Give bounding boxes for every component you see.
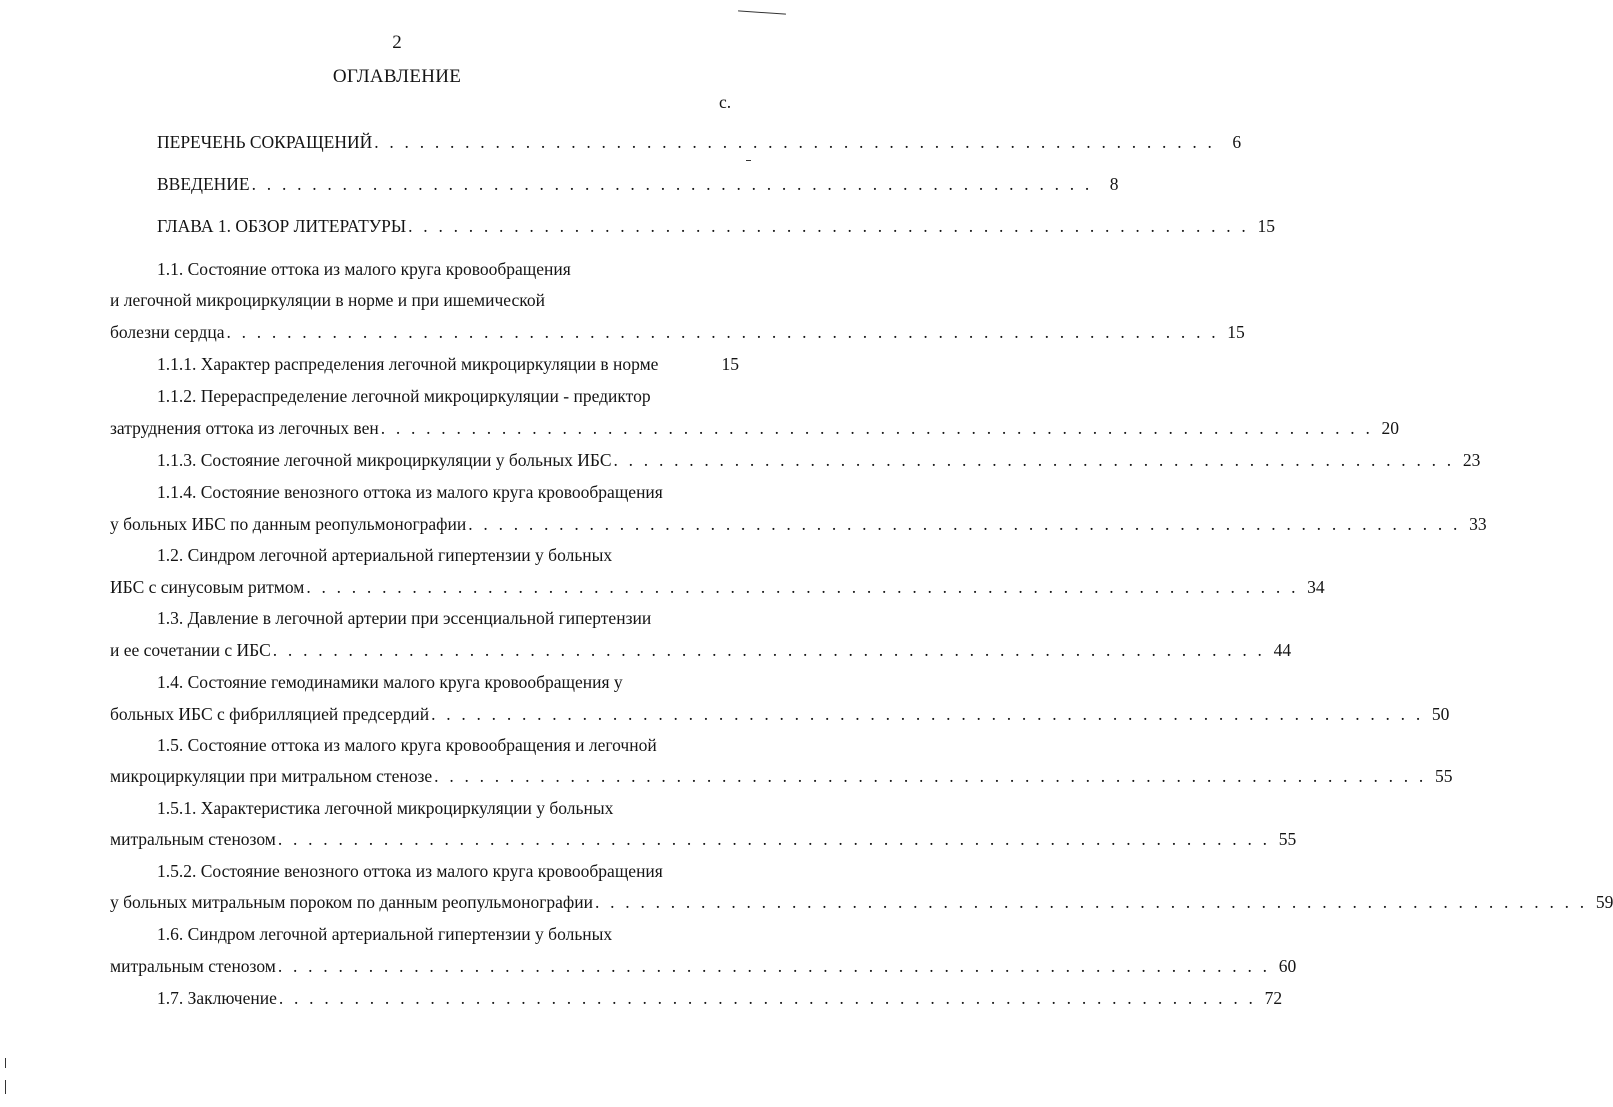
toc-entry[interactable] [157,448,1481,472]
toc-entry-title: микроциркуляции при митральном стенозе [110,766,433,786]
toc-entry-page: 15 [1227,322,1245,342]
toc-leader-dots: . . . . . . . . . . . . . . . . . . . . . . . . . . . . . . . . . . . . . . . . . . . . . . . . . . . . . . . . . . . . . . . . . . [306,577,1299,597]
toc-leader-dots: . . . . . . . . . . . . . . . . . . . . . . . . . . . . . . . . . . . . . . . . . . . . . . . . . . . . . . . . . . . . . . . . . . [277,956,1271,976]
toc-entry-page: 60 [1278,956,1297,976]
toc-entry-page: 59 [1595,892,1613,912]
toc-entry-title: митральным стенозом [110,956,276,976]
toc-entry[interactable] [157,214,1275,238]
toc-entry[interactable] [110,764,1453,788]
toc-entry[interactable] [110,890,1613,914]
toc-entry-page: 55 [1278,829,1297,849]
scan-mark [5,1058,6,1068]
toc-entry[interactable] [157,172,1119,196]
toc-leader-dots: . . . . . . . . . . . . . . . . . . . . . . . . . . . . . . . . . . . . . . . . . . . . . . . . . . . . . . . . . . . . . . . . . . [380,418,1374,438]
toc-leader-dots: . . . . . . . . . . . . . . . . . . . . . . . . . . . . . . . . . . . . . . . . . . . . . . . . . . . . . . . . . . . . . . . . . [278,988,1257,1008]
toc-entry-page: 20 [1381,418,1400,438]
toc-entry[interactable] [157,352,739,376]
toc-entry-title: больных ИБС с фибрилляцией предсердий [110,704,430,724]
toc-leader-dots: . . . . . . . . . . . . . . . . . . . . . . . . . . . . . . . . . . . . . . . . . . . . . . . . . . . . . . . . . . . . . . . . . . [431,704,1424,724]
toc-leader-dots: . . . . . . . . . . . . . . . . . . . . . . . . . . . . . . . . . . . . . . . . . . . . . . . . . . . . . . . . [613,450,1455,470]
toc-leader-dots: . . . . . . . . . . . . . . . . . . . . . . . . . . . . . . . . . . . . . . . . . . . . . . . . . . . . . . . . [251,174,1093,194]
toc-entry-page: 44 [1273,640,1292,660]
toc-entry[interactable] [157,986,1283,1010]
toc-entry-title: митральным стенозом [110,829,276,849]
toc-entry-line: и легочной микроциркуляции в норме и при ишемической [110,290,545,310]
toc-entry-title: ПЕРЕЧЕНЬ СОКРАЩЕНИЙ [157,132,373,152]
toc-entry[interactable] [110,827,1297,851]
scan-mark [746,160,751,161]
toc-entry-line: 1.5.1. Характеристика легочной микроциркуляции у больных [157,798,614,818]
toc-leader-dots: . . . . . . . . . . . . . . . . . . . . . . . . . . . . . . . . . . . . . . . . . . . . . . . . . . . . . . . . . . . . . . . . . . [272,640,1266,660]
toc-entry[interactable] [110,416,1400,440]
toc-entry-title: и ее сочетании с ИБС [110,640,271,660]
page-column-header: с. [719,92,732,112]
toc-leader-dots: . . . . . . . . . . . . . . . . . . . . . . . . . . . . . . . . . . . . . . . . . . . . . . . . . . . . . . . . . . . . . . . . . . [434,766,1427,786]
toc-leader-dots: . . . . . . . . . . . . . . . . . . . . . . . . . . . . . . . . . . . . . . . . . . . . . . . . . . . . . . . . [374,132,1216,152]
toc-entry-line: 1.1. Состояние оттока из малого круга кровообращения [157,259,571,279]
toc-entry-line: 1.2. Синдром легочной артериальной гипертензии у больных [157,545,613,565]
toc-entry-title: 1.1.3. Состояние легочной микроциркуляции у больных ИБС [157,450,612,470]
toc-entry-page: 50 [1431,704,1450,724]
toc-entry-title: ВВЕДЕНИЕ [157,174,250,194]
toc-leader-dots: . . . . . . . . . . . . . . . . . . . . . . . . . . . . . . . . . . . . . . . . . . . . . . . . . . . . . . . . . . . . . . . . . . [468,514,1461,534]
toc-entry[interactable] [110,512,1487,536]
toc-entry[interactable] [110,320,1245,344]
toc-leader-dots: . . . . . . . . . . . . . . . . . . . . . . . . . . . . . . . . . . . . . . . . . . . . . . . . . . . . . . . . [408,216,1249,236]
toc-entry-page: 34 [1307,577,1325,597]
toc-leader-dots: . . . . . . . . . . . . . . . . . . . . . . . . . . . . . . . . . . . . . . . . . . . . . . . . . . . . . . . . . . . . . . . . . . [595,892,1588,912]
toc-entry-line: 1.1.2. Перераспределение легочной микроциркуляции - предиктор [157,386,651,406]
page-title: ОГЛАВЛЕНИЕ [332,66,462,87]
toc-entry[interactable] [110,954,1297,978]
toc-entry-line: 1.5.2. Состояние венозного оттока из малого круга кровообращения [157,861,663,881]
toc-entry-title: 1.1.1. Характер распределения легочной микроциркуляции в норме [157,354,659,374]
toc-entry-line: 1.5. Состояние оттока из малого круга кровообращения и легочной [157,735,657,755]
page-number: 2 [392,32,402,53]
toc-entry-title: ИБС с синусовым ритмом [110,577,305,597]
toc-entry-page: 23 [1462,450,1481,470]
toc-entry-page: 33 [1469,514,1487,534]
toc-entry-page: 15 [1257,216,1275,236]
toc-leader-dots: . . . . . . . . . . . . . . . . . . . . . . . . . . . . . . . . . . . . . . . . . . . . . . . . . . . . . . . . . . . . . . . . . . [277,829,1271,849]
toc-entry-line: 1.1.4. Состояние венозного оттока из малого круга кровообращения [157,482,663,502]
toc-entry-page: 15 [721,354,739,374]
toc-entry-title: затруднения оттока из легочных вен [110,418,379,438]
toc-entry-title: 1.7. Заключение [157,988,277,1008]
toc-entry[interactable] [157,130,1242,154]
toc-entry-line: 1.3. Давление в легочной артерии при эссенциальной гипертензии [157,608,652,628]
scan-mark [738,10,786,14]
toc-entry-page: 6 [1232,132,1242,152]
toc-entry[interactable] [110,638,1292,662]
toc-entry-page: 55 [1435,766,1453,786]
toc-entry[interactable] [110,702,1450,726]
toc-entry-title: болезни сердца [110,322,225,342]
toc-entry-title: ГЛАВА 1. ОБЗОР ЛИТЕРАТУРЫ [157,216,407,236]
toc-entry-page: 72 [1264,988,1283,1008]
toc-entry-title: у больных митральным пороком по данным реопульмонографии [110,892,593,912]
toc-entry[interactable] [110,575,1325,599]
toc-leader-dots: . . . . . . . . . . . . . . . . . . . . . . . . . . . . . . . . . . . . . . . . . . . . . . . . . . . . . . . . . . . . . . . . . . [226,322,1219,342]
toc-entry-title: у больных ИБС по данным реопульмонографии [110,514,467,534]
toc-entry-line: 1.6. Синдром легочной артериальной гипертензии у больных [157,924,613,944]
scan-mark [5,1080,6,1094]
toc-entry-page: 8 [1109,174,1119,194]
toc-entry-line: 1.4. Состояние гемодинамики малого круга кровообращения у [157,672,623,692]
